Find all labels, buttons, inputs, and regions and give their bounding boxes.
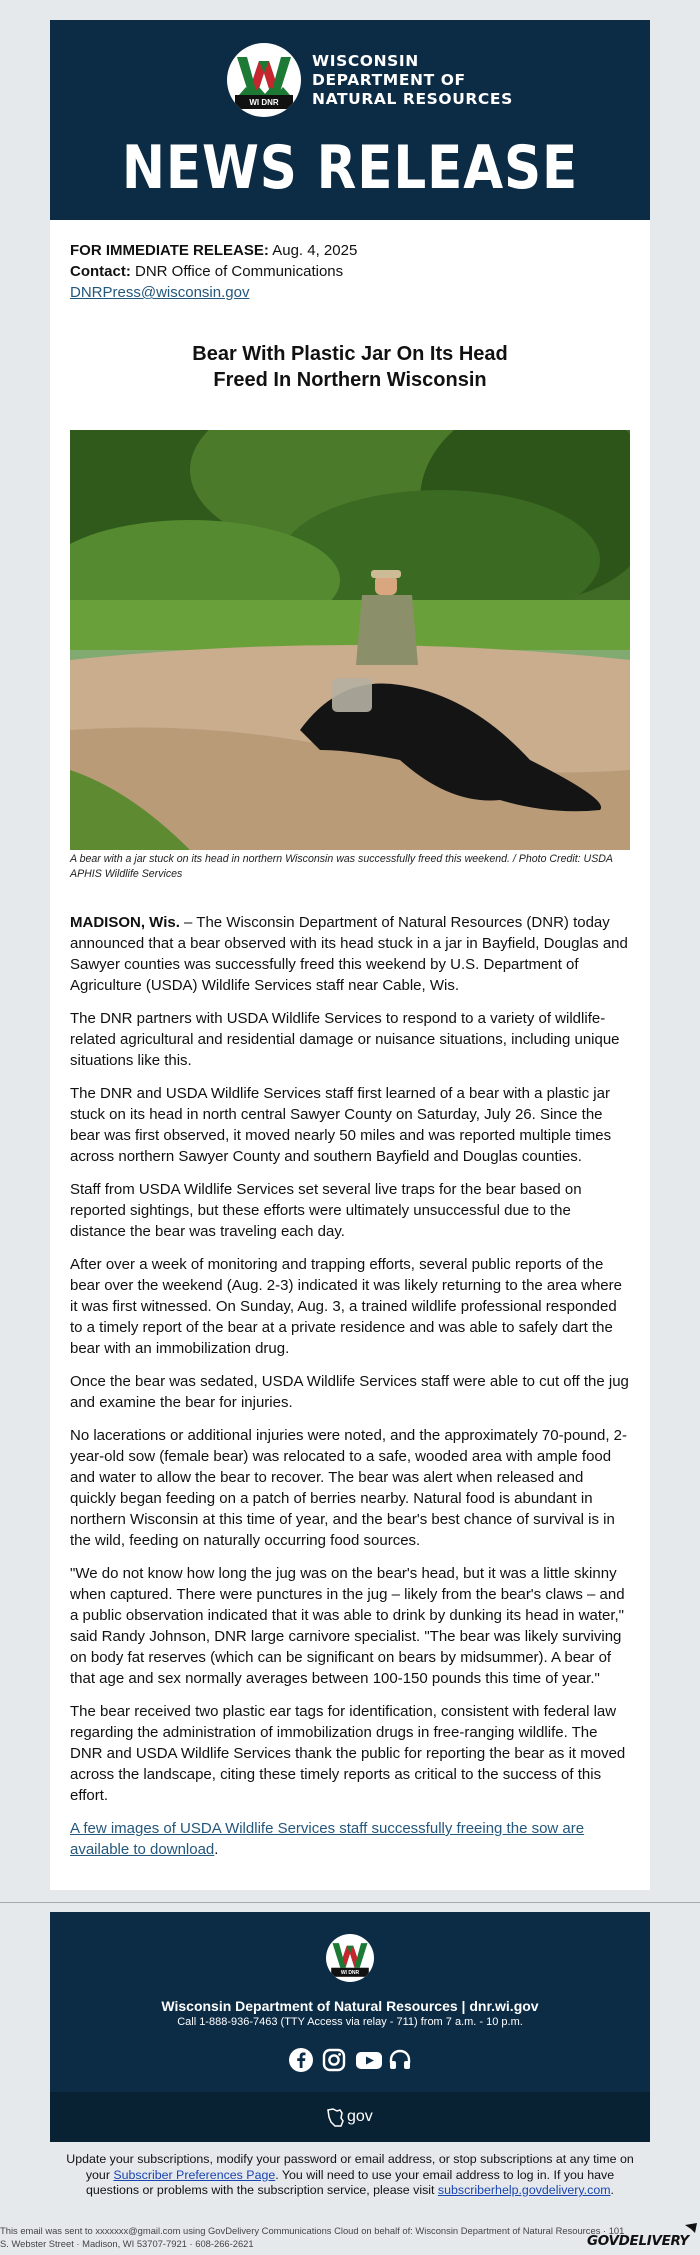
paragraph-2: The DNR partners with USDA Wildlife Services to respond to a variety of wildlife-related agricultural and residential damage or nuisance situations, including unique situations like this.	[70, 1010, 620, 1069]
footer-call-line: Call 1-888-936-7463 (TTY Access via relay - 711) from 7 a.m. - 10 p.m.	[177, 2016, 523, 2028]
dateline: MADISON, Wis.	[70, 914, 180, 931]
paragraph-1	[70, 912, 630, 996]
paragraph-8: "We do not know how long the jug was on the bear's head, but it was a little skinny when captured. There were punctures in the jug – likely from the bear's claws – and a public observation indicated that it was able to drink by dunking its head in water," said Randy Johnson, DNR large carnivore specialist. "The bear was likely surviving on body fat reserves (which can be significant on bears by midsummer). A bear of that age and sex normally averages between 100-150 pounds this time of year."	[70, 1565, 625, 1687]
download-images-link[interactable]: A few images of USDA Wildlife Services staff successfully freeing the sow are available to download	[70, 1820, 585, 1858]
download-paragraph: A few images of USDA Wildlife Services staff successfully freeing the sow are available to download.	[70, 1820, 585, 1858]
subscription-notice	[60, 2152, 640, 2199]
paragraph-3: The DNR and USDA Wildlife Services staff first learned of a bear with a plastic jar stuck on its head in north central Sawyer County on Saturday, July 26. Since the bear was first observed, it moved nearly 50 miles and was reported multiple times across northern Sawyer County and southern Bayfield and Douglas counties.	[70, 1085, 612, 1165]
footer-dnr-logo-icon[interactable]	[326, 1934, 374, 1982]
subscriber-preferences-link[interactable]: Subscriber Preferences Page	[113, 2167, 276, 2182]
podcast-headphones-icon[interactable]	[388, 2048, 412, 2072]
footer-divider	[0, 1902, 700, 1903]
news-release-banner	[50, 20, 650, 220]
instagram-icon[interactable]	[322, 2048, 346, 2072]
release-meta	[50, 220, 650, 303]
release-line	[70, 240, 630, 261]
org-name	[312, 52, 513, 109]
legal-footer: This email was sent to xxxxxxx@gmail.com using GovDelivery Communications Cloud on behalf of: Wisconsin Department of Natural Resources · 101 S. Webster Street · Madison, WI 53707-7921 · 608-266-2621	[0, 2225, 625, 2249]
paragraph-4: Staff from USDA Wildlife Services set several live traps for the bear based on reported sightings, but these efforts were ultimately unsuccessful due to the distance the bear was traveling each day.	[70, 1181, 582, 1240]
contact-line	[70, 261, 630, 282]
subscription-text-1: Update your subscriptions, modify your password or email address, or stop subscriptions at any time on your	[66, 2152, 634, 2182]
article-body	[50, 882, 650, 1890]
wisconsin-gov-strip	[50, 2092, 650, 2142]
article-headline	[70, 341, 630, 393]
photo-caption: A bear with a jar stuck on its head in northern Wisconsin was successfully freed this weekend. / Photo Credit: USDA APHIS Wildlife Services	[70, 853, 613, 880]
contact-value: DNR Office of Communications	[135, 263, 344, 280]
footer-org-line[interactable]: Wisconsin Department of Natural Resources | dnr.wi.gov	[161, 1998, 539, 2014]
org-line-3: NATURAL RESOURCES	[312, 89, 513, 108]
subscriber-help-link[interactable]: subscriberhelp.govdelivery.com	[437, 2183, 611, 2197]
facebook-icon[interactable]	[289, 2048, 313, 2072]
dnr-logo-icon	[227, 43, 301, 117]
subscription-text-2: . You will need to use your email address to log in. If you have questions or problems with the subscription service, please visit	[85, 2167, 615, 2197]
paragraph-5: After over a week of monitoring and trapping efforts, several public reports of the bear over the weekend (Aug. 2-3) indicated it was likely returning to the area where it was first witnessed. On Sunday, Aug. 3, a trained wildlife professional responded to a timely report of the bear at a private residence and was able to safely dart the bear with an immobilization drug.	[70, 1256, 622, 1357]
contact-label: Contact:	[70, 263, 131, 280]
release-date: Aug. 4, 2025	[272, 242, 358, 259]
social-icons	[50, 2048, 650, 2072]
govdelivery-logo[interactable]: GOVDELIVERY	[587, 2233, 689, 2249]
headline-line-1: Bear With Plastic Jar On Its Head	[192, 343, 508, 365]
org-line-2: DEPARTMENT OF	[312, 70, 466, 89]
logo-label: WI DNR	[249, 98, 279, 107]
news-release-title: NEWS RELEASE	[121, 133, 579, 203]
wisconsin-state-icon	[325, 2106, 347, 2128]
headline-line-2: Freed In Northern Wisconsin	[213, 369, 487, 391]
org-line-1: WISCONSIN	[312, 51, 419, 70]
paragraph-6: Once the bear was sedated, USDA Wildlife Services staff were able to cut off the jug and examine the bear for injuries.	[70, 1373, 629, 1411]
release-label: FOR IMMEDIATE RELEASE:	[70, 242, 269, 259]
subscription-text-3: .	[610, 2183, 614, 2197]
youtube-icon[interactable]	[355, 2048, 379, 2072]
gov-label: gov	[347, 2108, 373, 2125]
footer-banner	[50, 1912, 650, 2142]
dnr-logo-group	[227, 43, 513, 117]
wisconsin-gov-link[interactable]	[325, 2106, 373, 2128]
paragraph-1-text: – The Wisconsin Department of Natural Resources (DNR) today announced that a bear observed with its head stuck in a jar in Bayfield, Douglas and Sawyer counties was successfully freed this weekend by U.S. Department of Agriculture (USDA) Wildlife Services staff near Cable, Wis.	[70, 914, 628, 994]
email-card	[50, 20, 650, 1890]
press-email-link[interactable]: DNRPress@wisconsin.gov	[70, 284, 250, 301]
paragraph-7: No lacerations or additional injuries were noted, and the approximately 70-pound, 2-year-old sow (female bear) was relocated to a safe, wooded area with ample food and water to allow the bear to recover. The bear was alert when released and quickly began feeding on a patch of berries nearby. Natural food is abundant in northern Wisconsin at this time of year, and the bear's best chance of survival is in the wild, feeding on naturally occurring food sources.	[70, 1427, 627, 1549]
footer-logo-label: WI DNR	[340, 1970, 360, 1976]
bear-photo	[70, 430, 630, 850]
envelope-icon	[684, 2222, 698, 2234]
paragraph-9: The bear received two plastic ear tags for identification, consistent with federal law regarding the administration of immobilization drugs in free-ranging wildlife. The DNR and USDA Wildlife Services thank the public for reporting the bear as it moved across the landscape, citing these timely reports as critical to the success of this effort.	[70, 1703, 626, 1804]
